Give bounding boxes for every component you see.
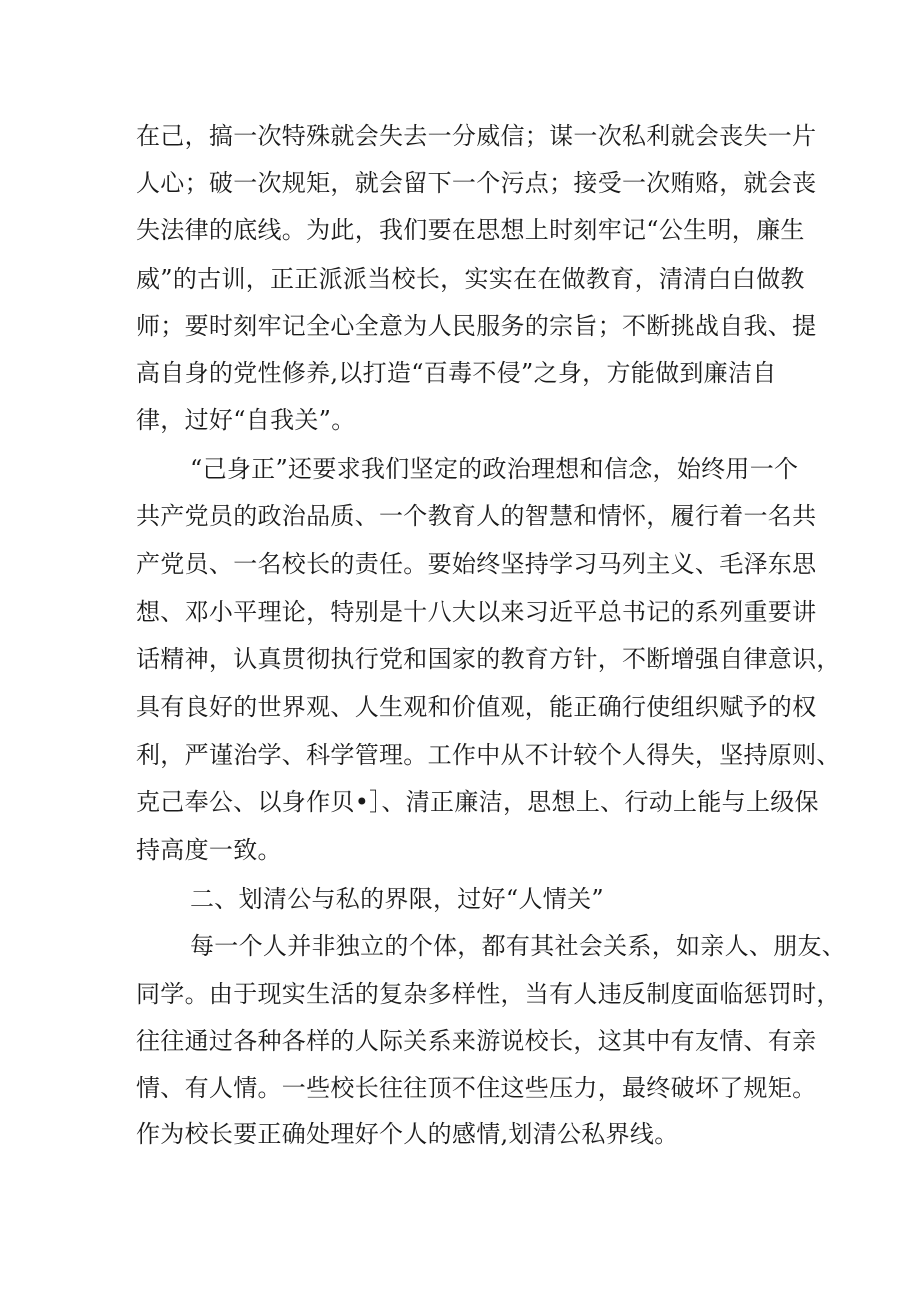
paragraph-2-line-6: 具有良好的世界观、人生观和价值观，能正确行使组织赋予的权: [136, 693, 817, 721]
paragraph-1-line-7: 律，过好“自我关”。: [136, 406, 356, 434]
paragraph-3-line-3: 往往通过各种各样的人际关系来游说校长，这其中有友情、有亲: [136, 1027, 817, 1055]
paragraph-2-line-5: 话精神，认真贯彻执行党和国家的教育方针，不断增强自律意识，: [136, 645, 841, 673]
paragraph-2-line-7: 利，严谨治学、科学管理。工作中从不计较个人得失，坚持原则、: [136, 741, 841, 769]
section-heading: 二、划清公与私的界限，过好“人情关”: [190, 885, 604, 913]
paragraph-2-line-1: “己身正”还要求我们坚定的政治理想和信念，始终用一个: [190, 455, 799, 483]
paragraph-1-line-3: 失法律的底线。为此，我们要在思想上时刻牢记“公生明，廉生: [136, 216, 805, 244]
paragraph-2-line-3: 产党员、一名校长的责任。要始终坚持学习马列主义、毛泽东思: [136, 550, 817, 578]
paragraph-2-line-8: 克己奉公、以身作贝•］、清正廉洁，思想上、行动上能与上级保: [136, 788, 819, 816]
paragraph-3-line-1: 每一个人并非独立的个体，都有其社会关系，如亲人、朋友、: [190, 932, 847, 960]
paragraph-2-line-2: 共产党员的政治品质、一个教育人的智慧和情怀，履行着一名共: [136, 502, 817, 530]
paragraph-3-line-5: 作为校长要正确处理好个人的感情,划清公私界线。: [136, 1120, 679, 1148]
paragraph-1-line-1: 在己，搞一次特殊就会失去一分威信；谋一次私利就会丧失一片: [136, 122, 817, 150]
paragraph-3-line-2: 同学。由于现实生活的复杂多样性，当有人违反制度面临惩罚时，: [136, 980, 841, 1008]
paragraph-1-line-6: 高自身的党性修养,以打造“百毒不侵”之身，方能做到廉洁自: [136, 359, 777, 387]
paragraph-1-line-5: 师；要时刻牢记全心全意为人民服务的宗旨；不断挑战自我、提: [136, 312, 817, 340]
paragraph-1-line-4: 威”的古训，正正派派当校长，实实在在做教育，清清白白做教: [136, 265, 805, 293]
paragraph-1-line-2: 人心；破一次规矩，就会留下一个污点；接受一次贿赂，就会丧: [136, 169, 817, 197]
paragraph-3-line-4: 情、有人情。一些校长往往顶不住这些压力，最终破坏了规矩。: [136, 1074, 817, 1102]
paragraph-2-line-9: 持高度一致。: [136, 836, 282, 864]
paragraph-2-line-4: 想、邓小平理论，特别是十八大以来习近平总书记的系列重要讲: [136, 598, 817, 626]
